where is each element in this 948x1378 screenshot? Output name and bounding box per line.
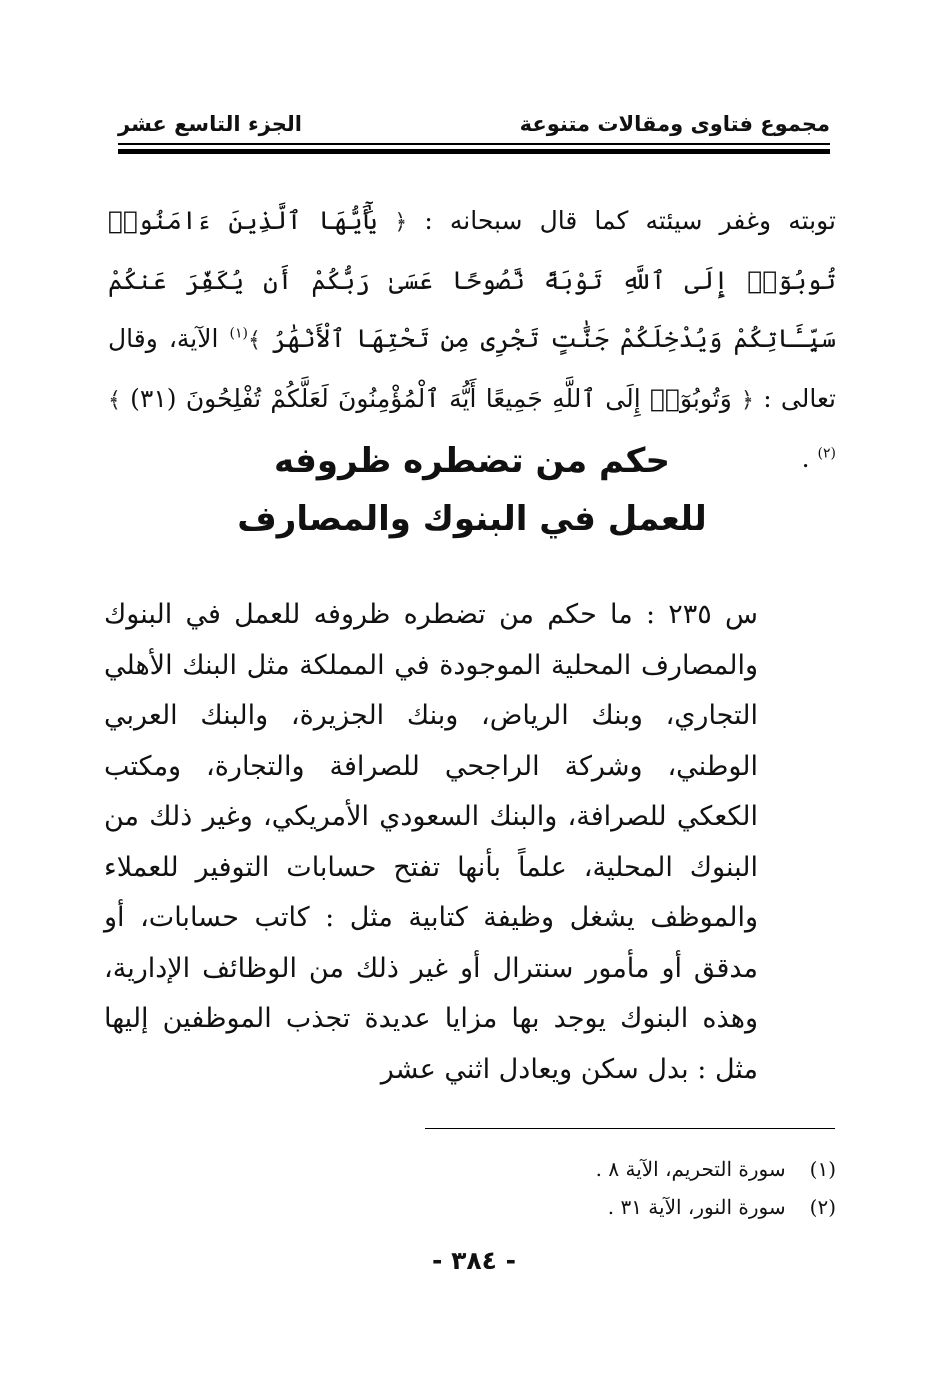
footnote-1 xyxy=(400,1150,836,1188)
footnotes xyxy=(400,1150,836,1226)
verse-open-ornament: ﴿ xyxy=(394,210,408,235)
header-rule-thin xyxy=(118,143,830,145)
footnote-ref-2: (٢) xyxy=(817,445,836,462)
section-title-line-1: حكم من تضطره ظروفه xyxy=(274,441,670,481)
verse-open-ornament-2: ﴿ xyxy=(741,388,754,413)
question-paragraph: س ٢٣٥ : ما حكم من تضطره ظروفه للعمل في البنوك والمصارف المحلية الموجودة في المملكة مثل البنك الأهلي التجاري، وبنك الرياض، وبنك الجزيرة، والبنك العربي الوطني، وشركة الراجحي للصرافة والتجارة، ومكتب الكعكي للصرافة، والبنك السعودي الأمريكي، وغير ذلك من البنوك المحلية، علماً بأنها تفتح حسابات التوفير للعملاء والموظف يشغل وظيفة كتابية مثل : كاتب حسابات، أو مدقق أو مأمور سنترال أو غير ذلك من الوظائف الإدارية، وهذه البنوك يوجد بها مزايا عديدة تجذب الموظفين إليها مثل : بدل سكن ويعادل اثني عشر xyxy=(104,599,758,1085)
footnote-number: (٢) xyxy=(809,1195,836,1219)
section-title-line-2: للعمل في البنوك والمصارف xyxy=(237,499,707,539)
verse-number: (٣١) xyxy=(130,384,177,413)
footnote-number: (١) xyxy=(809,1157,836,1181)
section-title xyxy=(108,432,836,548)
passage-intro: توبته وغفر سيئته كما قال سبحانه : xyxy=(424,206,836,235)
footnote-ref-1: (١) xyxy=(229,325,248,342)
footnote-text: سورة النور، الآية ٣١ . xyxy=(607,1195,786,1219)
verse-nur: وَتُوبُوٓا۟ إِلَى ٱللَّهِ جَمِيعًا أَيُّهَ ٱلْمُؤْمِنُونَ لَعَلَّكُمْ تُفْلِحُونَ xyxy=(185,384,732,413)
footnote-divider xyxy=(425,1128,835,1129)
verse-tahrim: يَٰٓأَيُّهَا ٱلَّذِينَ ءَامَنُوا۟ تُوبُوٓا۟ إِلَى ٱللَّهِ تَوْبَةً نَّصُوحًا عَسَىٰ رَبُّكُمْ أَن يُكَفِّرَ عَنكُمْ سَيِّـَٔاتِكُمْ وَيُدْخِلَكُمْ جَنَّٰتٍ تَجْرِى مِن تَحْتِهَا ٱلْأَنْهَٰرُ xyxy=(108,206,836,353)
running-header xyxy=(118,108,830,148)
page-number: - ٣٨٤ - xyxy=(432,1246,516,1275)
book-title: مجموع فتاوى ومقالات متنوعة xyxy=(519,112,830,136)
passage-middle: الآية، وقال تعالى : xyxy=(108,324,836,413)
header-rule-thick xyxy=(118,149,830,154)
verse-close-ornament-2: ﴾ xyxy=(108,388,121,413)
footnote-text: سورة التحريم، الآية ٨ . xyxy=(595,1157,786,1181)
footnote-2 xyxy=(400,1188,836,1226)
verse-close-ornament: ﴾ xyxy=(247,328,261,353)
volume-label: الجزء التاسع عشر xyxy=(118,112,302,136)
quran-passage: توبته وغفر سيئته كما قال سبحانه : ﴿ يَٰٓأَيُّهَا ٱلَّذِينَ ءَامَنُوا۟ تُوبُوٓا۟ إِلَى ٱللَّهِ تَوْبَةً نَّصُوحًا عَسَىٰ رَبُّكُمْ أَن يُكَفِّرَ عَنكُمْ سَيِّـَٔاتِكُمْ وَيُدْخِلَكُمْ جَنَّٰتٍ تَجْرِى مِن تَحْتِهَا ٱلْأَنْهَٰرُ ﴾$^{(١)}$ الآية، وقال تعالى : ﴿ وَتُوبُوٓا۟ إِلَى ٱللَّهِ جَمِيعًا أَيُّهَ ٱلْمُؤْمِنُونَ لَعَلَّكُمْ تُفْلِحُونَ (٣١) ﴾$^{(٢)}$ . xyxy=(108,206,836,473)
